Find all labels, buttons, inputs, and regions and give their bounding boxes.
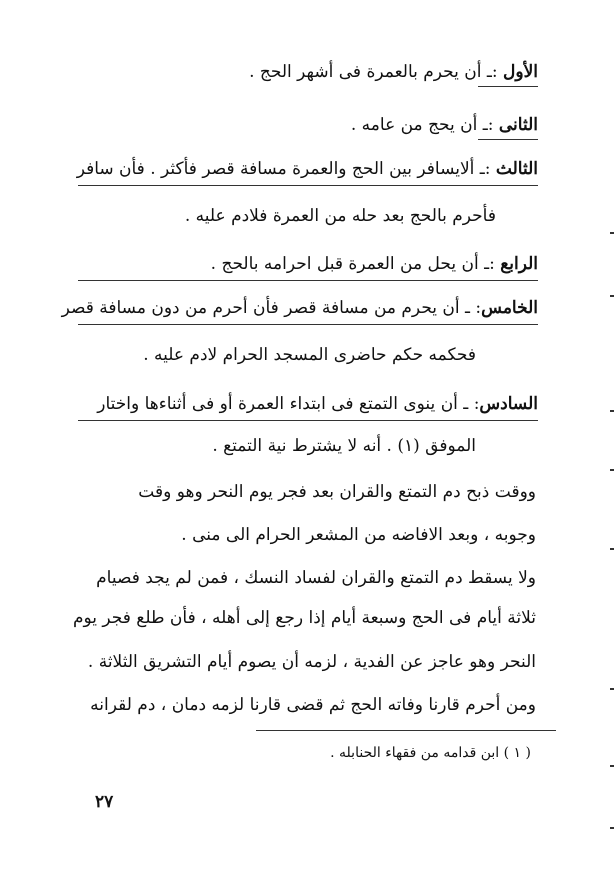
condition-text: أن يحرم من مسافة قصر فأن أحرم من دون مسافة قصر	[61, 298, 460, 318]
footnote-text: ( ١ ) ابن قدامه من فقهاء الحنابله .	[330, 745, 531, 761]
footnote	[330, 743, 531, 763]
footnote-separator	[256, 730, 556, 731]
condition-label: الأول	[503, 62, 538, 82]
scan-mark	[610, 548, 614, 550]
paragraph-text: ووقت ذبح دم التمتع والقران بعد فجر يوم النحر وهو وقت	[138, 482, 536, 502]
condition-text: أن ينوى التمتع فى ابتداء العمرة أو فى أثناءها واختار	[97, 394, 458, 414]
condition-label: الثالث	[495, 159, 538, 179]
condition-6	[97, 392, 538, 416]
scan-mark	[610, 232, 614, 234]
page-number: ٢٧	[95, 792, 114, 812]
paragraph-text: ولا يسقط دم التمتع والقران لفساد النسك ، فمن لم يجد فصيام	[96, 568, 536, 588]
condition-text: أن يحرم بالعمرة فى أشهر الحج .	[249, 62, 482, 82]
condition-2	[351, 113, 538, 137]
paragraph-line	[96, 566, 536, 590]
scan-mark	[610, 295, 614, 297]
condition-label: الثانى	[498, 115, 538, 135]
condition-text: فأحرم بالحج بعد حله من العمرة فلادم عليه .	[184, 206, 496, 226]
paragraph-line	[138, 480, 536, 504]
paragraph-text: النحر وهو عاجز عن الفدية ، لزمه أن يصوم أيام التشريق الثلاثة .	[87, 652, 536, 672]
condition-separator: :ـ	[477, 115, 499, 135]
label-underline	[78, 324, 538, 325]
condition-1	[249, 60, 538, 84]
label-underline	[78, 280, 538, 281]
paragraph-line	[88, 650, 536, 674]
condition-text: الموفق (١) . أنه لا يشترط نية التمتع .	[212, 436, 476, 456]
scan-mark	[610, 688, 614, 690]
condition-label: الرابع	[500, 254, 538, 274]
condition-3-continued	[185, 204, 496, 228]
scan-mark	[610, 469, 614, 471]
paragraph-line	[73, 606, 536, 630]
label-underline	[78, 185, 538, 186]
condition-5-continued	[143, 343, 476, 367]
paragraph-text: ثلاثة أيام فى الحج وسبعة أيام إذا رجع إلى أهله ، فأن طلع فجر يوم	[72, 608, 536, 628]
paragraph-text: ومن أحرم قارنا وفاته الحج ثم قضى قارنا لزمه دمان ، دم لقرانه	[90, 695, 536, 715]
scan-mark	[610, 765, 614, 767]
label-underline	[478, 86, 538, 87]
condition-separator: :ـ	[478, 254, 501, 274]
scan-mark	[610, 410, 614, 412]
label-underline	[78, 420, 538, 421]
condition-separator: : ـ	[457, 394, 480, 414]
condition-text: أن يحل من العمرة قبل احرامه بالحج .	[210, 254, 479, 274]
condition-text: أن يحج من عامه .	[350, 115, 478, 135]
condition-separator: : ـ	[459, 298, 482, 318]
condition-4	[211, 252, 538, 276]
condition-text: ألايسافر بين الحج والعمرة مسافة قصر فأكثر . فأن سافر	[76, 159, 475, 179]
scan-mark	[610, 827, 614, 829]
label-underline	[478, 139, 538, 140]
condition-label: الخامس	[481, 298, 538, 318]
condition-label: السادس	[479, 394, 538, 414]
paragraph-line	[181, 523, 536, 547]
paragraph-text: وجوبه ، وبعد الافاضه من المشعر الحرام الى منى .	[181, 525, 536, 545]
condition-5	[62, 296, 538, 320]
condition-separator: :ـ	[474, 159, 496, 179]
paragraph-line	[90, 693, 536, 717]
condition-3	[77, 157, 538, 181]
condition-6-continued	[212, 434, 476, 458]
condition-separator: :ـ	[481, 62, 504, 82]
condition-text: فحكمه حكم حاضرى المسجد الحرام لادم عليه .	[143, 345, 476, 365]
